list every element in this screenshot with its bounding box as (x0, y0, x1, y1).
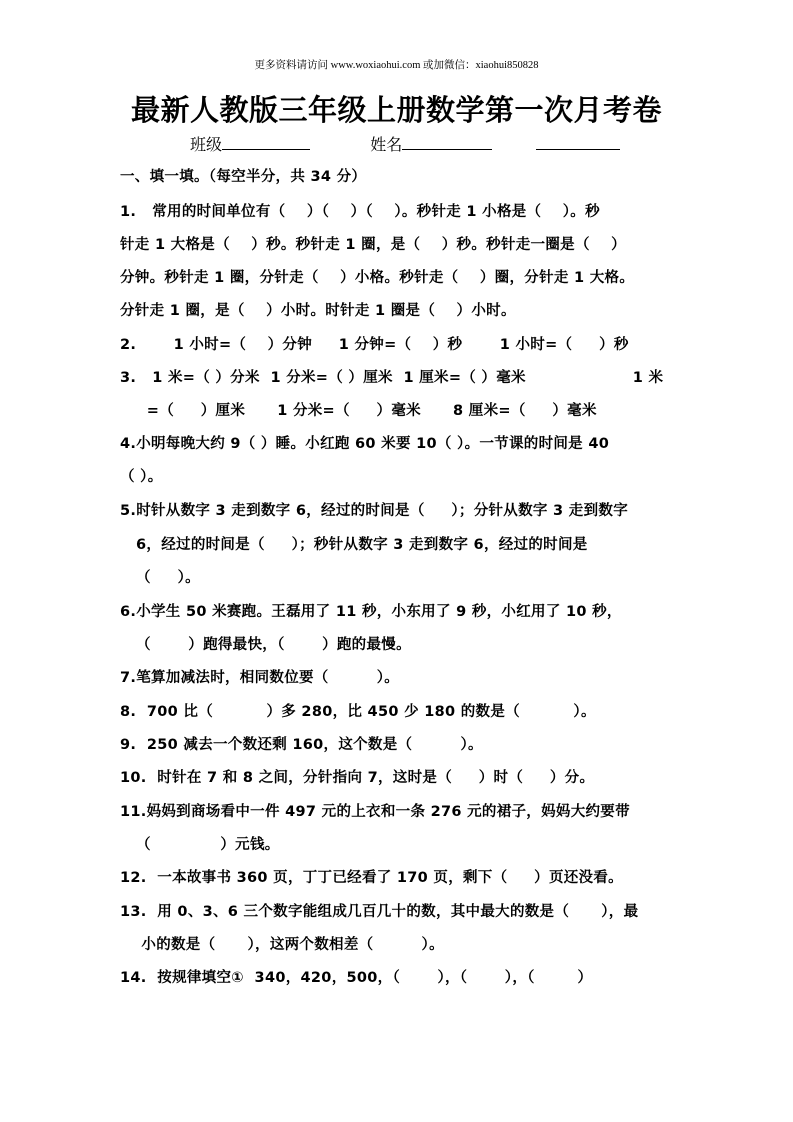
question-line: 小的数是（ ），这两个数相差（ ）。 (120, 937, 444, 953)
class-field[interactable] (222, 133, 310, 150)
class-label: 班级 (190, 135, 223, 154)
question-line: 6.小学生 50 米赛跑。王磊用了 11 秒，小东用了 9 秒，小红用了 10 秒， (120, 604, 622, 620)
question-line: 11.妈妈到商场看中一件 497 元的上衣和一条 276 元的裙子，妈妈大约要带 (120, 804, 630, 820)
question-line: 针走 1 大格是（ ）秒。秒针走 1 圈，是（ ）秒。秒针走一圈是（ ） (120, 237, 626, 253)
question-line: =（ ）厘米 1 分米=（ ）毫米 8 厘米=（ ）毫米 (120, 403, 597, 419)
question-line: （ ）。 (120, 469, 163, 485)
extra-field[interactable] (536, 133, 620, 150)
question-line: 5.时针从数字 3 走到数字 6，经过的时间是（ ）；分针从数字 3 走到数字 (120, 503, 628, 519)
question-line: （ ）跑得最快，（ ）跑的最慢。 (120, 637, 411, 653)
question-line: 10. 时针在 7 和 8 之间，分针指向 7，这时是（ ）时（ ）分。 (120, 770, 595, 786)
question-line: 7.笔算加减法时，相同数位要（ ）。 (120, 670, 400, 686)
question-line: 8. 700 比（ ）多 280，比 450 少 180 的数是（ ）。 (120, 704, 596, 720)
question-line: 2. 1 小时=（ ）分钟 1 分钟=（ ）秒 1 小时=（ ）秒 (120, 337, 629, 353)
question-line: 分钟。秒针走 1 圈，分针走（ ）小格。秒针走（ ）圈，分针走 1 大格。 (120, 270, 635, 286)
name-label: 姓名 (370, 135, 403, 154)
question-line: 分针走 1 圈，是（ ）小时。时针走 1 圈是（ ）小时。 (120, 303, 516, 319)
question-line: 4.小明每晚大约 9（ ）睡。小红跑 60 米要 10（ ）。一节课的时间是 40 (120, 436, 610, 452)
question-line: 13. 用 0、3、6 三个数字能组成几百几十的数，其中最大的数是（ ），最 (120, 904, 639, 920)
question-line: 14. 按规律填空① 340，420，500，（ ），（ ），（ ） (120, 970, 593, 986)
question-line: （ ）元钱。 (120, 837, 280, 853)
section-heading: 一、填一填。（每空半分，共 34 分） (120, 169, 367, 185)
page-title: 最新人教版三年级上册数学第一次月考卷 (130, 93, 662, 127)
question-line: 3. 1 米=（ ）分米 1 分米=（ ）厘米 1 厘米=（ ）毫米 1 米 (120, 370, 664, 386)
student-info (190, 132, 620, 155)
question-line: 9. 250 减去一个数还剩 160，这个数是（ ）。 (120, 737, 483, 753)
question-line: 12. 一本故事书 360 页，丁丁已经看了 170 页，剩下（ ）页还没看。 (120, 870, 623, 886)
page-header: 更多资料请访问 www.woxiaohui.com 或加微信：xiaohui850828 (254, 60, 539, 71)
question-line: 1. 常用的时间单位有（ ）（ ）（ ）。秒针走 1 小格是（ ）。秒 (120, 204, 600, 220)
name-field[interactable] (402, 133, 492, 150)
question-line: 6，经过的时间是（ ）；秒针从数字 3 走到数字 6，经过的时间是 (120, 537, 588, 553)
question-line: （ ）。 (120, 570, 200, 586)
